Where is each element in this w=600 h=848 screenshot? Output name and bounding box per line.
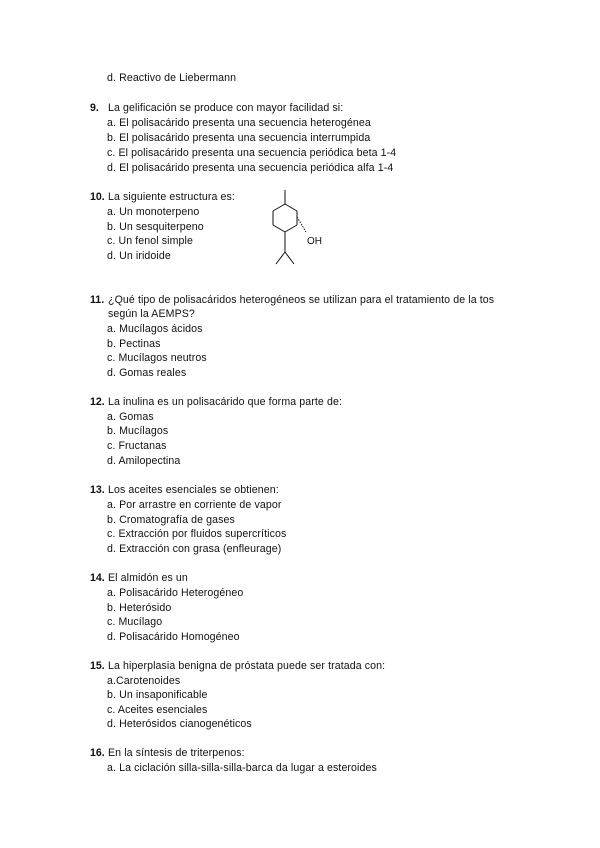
q10-option-b: b. Un sesquiterpeno — [107, 221, 204, 233]
q12-option-a: a. Gomas — [107, 411, 154, 423]
q9-option-a: a. El polisacárido presenta una secuencia heterogénea — [107, 117, 371, 129]
q9-option-d: d. El polisacárido presenta una secuencia periódica alfa 1-4 — [107, 162, 394, 174]
q12-option-c: c. Fructanas — [107, 440, 167, 452]
q16-text: En la síntesis de triterpenos: — [108, 747, 245, 759]
q12-option-b: b. Mucílagos — [107, 425, 169, 437]
q10-option-c: c. Un fenol simple — [107, 235, 193, 247]
q12-number: 12. — [90, 396, 105, 408]
q15-option-c: c. Aceites esenciales — [107, 704, 208, 716]
q14-option-c: c. Mucílago — [107, 616, 163, 628]
q14-option-a: a. Polisacárido Heterogéneo — [107, 587, 244, 599]
q9-option-b: b. El polisacárido presenta una secuencia interrumpida — [107, 132, 371, 144]
q15-option-a: a.Carotenoides — [107, 675, 181, 687]
q11-option-b: b. Pectinas — [107, 338, 161, 350]
q14-option-d: d. Polisacárido Homogéneo — [107, 631, 240, 643]
q14-number: 14. — [90, 572, 105, 584]
q10-number: 10. — [90, 191, 105, 203]
q10-option-d: d. Un iridoide — [107, 250, 171, 262]
q13-option-a: a. Por arrastre en corriente de vapor — [107, 499, 282, 511]
q16-number: 16. — [90, 747, 105, 759]
q15-text: La hiperplasia benigna de próstata puede ser tratada con: — [108, 660, 386, 672]
q10-option-a: a. Un monoterpeno — [107, 206, 200, 218]
oh-label: OH — [307, 236, 322, 247]
q15-number: 15. — [90, 660, 105, 672]
q13-option-b: b. Cromatografía de gases — [107, 514, 235, 526]
q11-option-c: c. Mucílagos neutros — [107, 352, 207, 364]
q14-text: El almidón es un — [108, 572, 188, 584]
q13-option-c: c. Extracción por fluidos supercríticos — [107, 528, 287, 540]
q14-option-b: b. Heterósido — [107, 602, 172, 614]
q12-option-d: d. Amilopectina — [107, 455, 181, 467]
q12-text: La inulina es un polisacárido que forma parte de: — [108, 396, 342, 408]
q9-option-c: c. El polisacárido presenta una secuencia periódica beta 1-4 — [107, 147, 397, 159]
q13-option-d: d. Extracción con grasa (enfleurage) — [107, 543, 282, 555]
q11-option-d: d. Gomas reales — [107, 367, 187, 379]
q11-text-line2: según la AEMPS? — [108, 308, 195, 320]
q8-option-d: d. Reactivo de Liebermann — [107, 72, 237, 84]
q15-option-b: b. Un insaponificable — [107, 689, 208, 701]
q16-option-a: a. La ciclación silla-silla-silla-barca da lugar a esteroides — [107, 762, 377, 774]
q13-number: 13. — [90, 484, 105, 496]
q11-number: 11. — [90, 294, 105, 306]
q11-text-line1: ¿Qué tipo de polisacáridos heterogéneos se utilizan para el tratamiento de la tos — [108, 294, 495, 306]
q15-option-d: d. Heterósidos cianogenéticos — [107, 718, 252, 730]
chemical-structure — [255, 190, 335, 270]
q9-number: 9. — [90, 102, 99, 114]
q10-text: La siguiente estructura es: — [108, 191, 235, 203]
q11-option-a: a. Mucílagos ácidos — [107, 323, 203, 335]
q9-text: La gelificación se produce con mayor facilidad si: — [108, 102, 344, 114]
q13-text: Los aceites esenciales se obtienen: — [108, 484, 279, 496]
